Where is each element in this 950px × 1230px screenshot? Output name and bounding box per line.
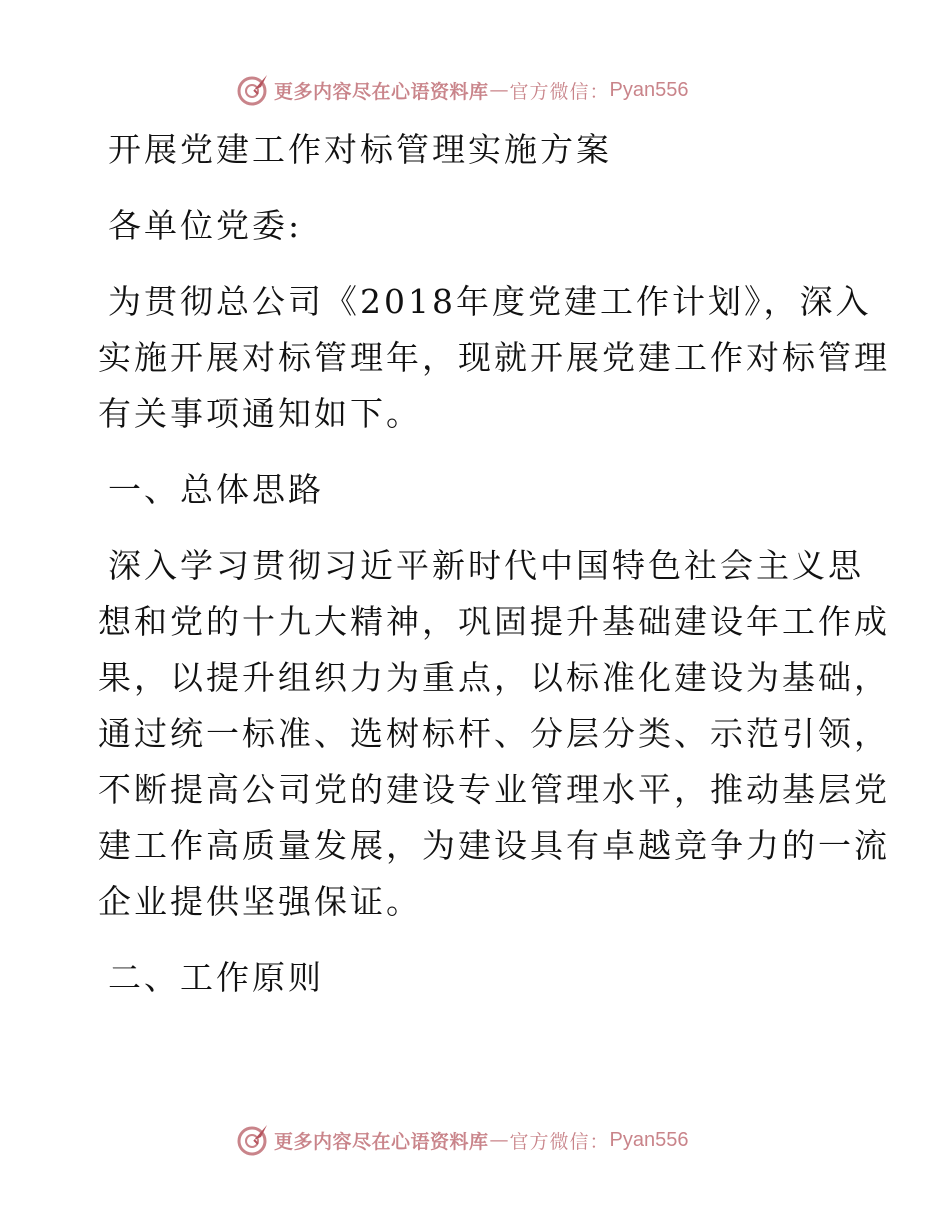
watermark-wechat-id: Pyan556 <box>609 78 689 101</box>
quill-logo-icon <box>234 1122 270 1158</box>
section1-line: 不断提高公司党的建设专业管理水平，推动基层党 <box>98 770 890 809</box>
intro-paragraph <box>98 274 890 442</box>
document-body <box>98 122 890 1006</box>
section1-line: 建工作高质量发展，为建设具有卓越竞争力的一流 <box>98 826 890 865</box>
watermark-text: 更多内容尽在心语资料库 <box>274 1130 489 1153</box>
header-watermark <box>234 70 689 110</box>
watermark-text: 更多内容尽在心语资料库 <box>274 80 489 103</box>
salutation: 各单位党委: <box>108 206 303 245</box>
watermark-label: 官方微信： <box>509 80 610 103</box>
section1-paragraph <box>98 538 890 930</box>
section1-line: 果，以提升组织力为重点，以标准化建设为基础， <box>98 658 890 697</box>
watermark-separator: — <box>489 79 509 101</box>
watermark-separator: — <box>489 1129 509 1151</box>
footer-watermark <box>234 1120 689 1160</box>
section-heading-2: 二、工作原则 <box>108 958 324 997</box>
section-heading-1: 一、总体思路 <box>108 470 324 509</box>
watermark-label: 官方微信： <box>509 1130 610 1153</box>
section1-line: 通过统一标准、选树标杆、分层分类、示范引领， <box>98 714 890 753</box>
intro-line: 实施开展对标管理年，现就开展党建工作对标管理 <box>98 338 890 377</box>
quill-logo-icon <box>234 72 270 108</box>
intro-line: 为贯彻总公司《2018年度党建工作计划》，深入 <box>108 282 872 321</box>
section1-line: 深入学习贯彻习近平新时代中国特色社会主义思 <box>108 546 864 585</box>
document-title: 开展党建工作对标管理实施方案 <box>108 130 612 169</box>
watermark-wechat-id: Pyan556 <box>609 1128 689 1151</box>
section1-line: 想和党的十九大精神，巩固提升基础建设年工作成 <box>98 602 890 641</box>
intro-line: 有关事项通知如下。 <box>98 394 422 433</box>
section1-line: 企业提供坚强保证。 <box>98 882 422 921</box>
